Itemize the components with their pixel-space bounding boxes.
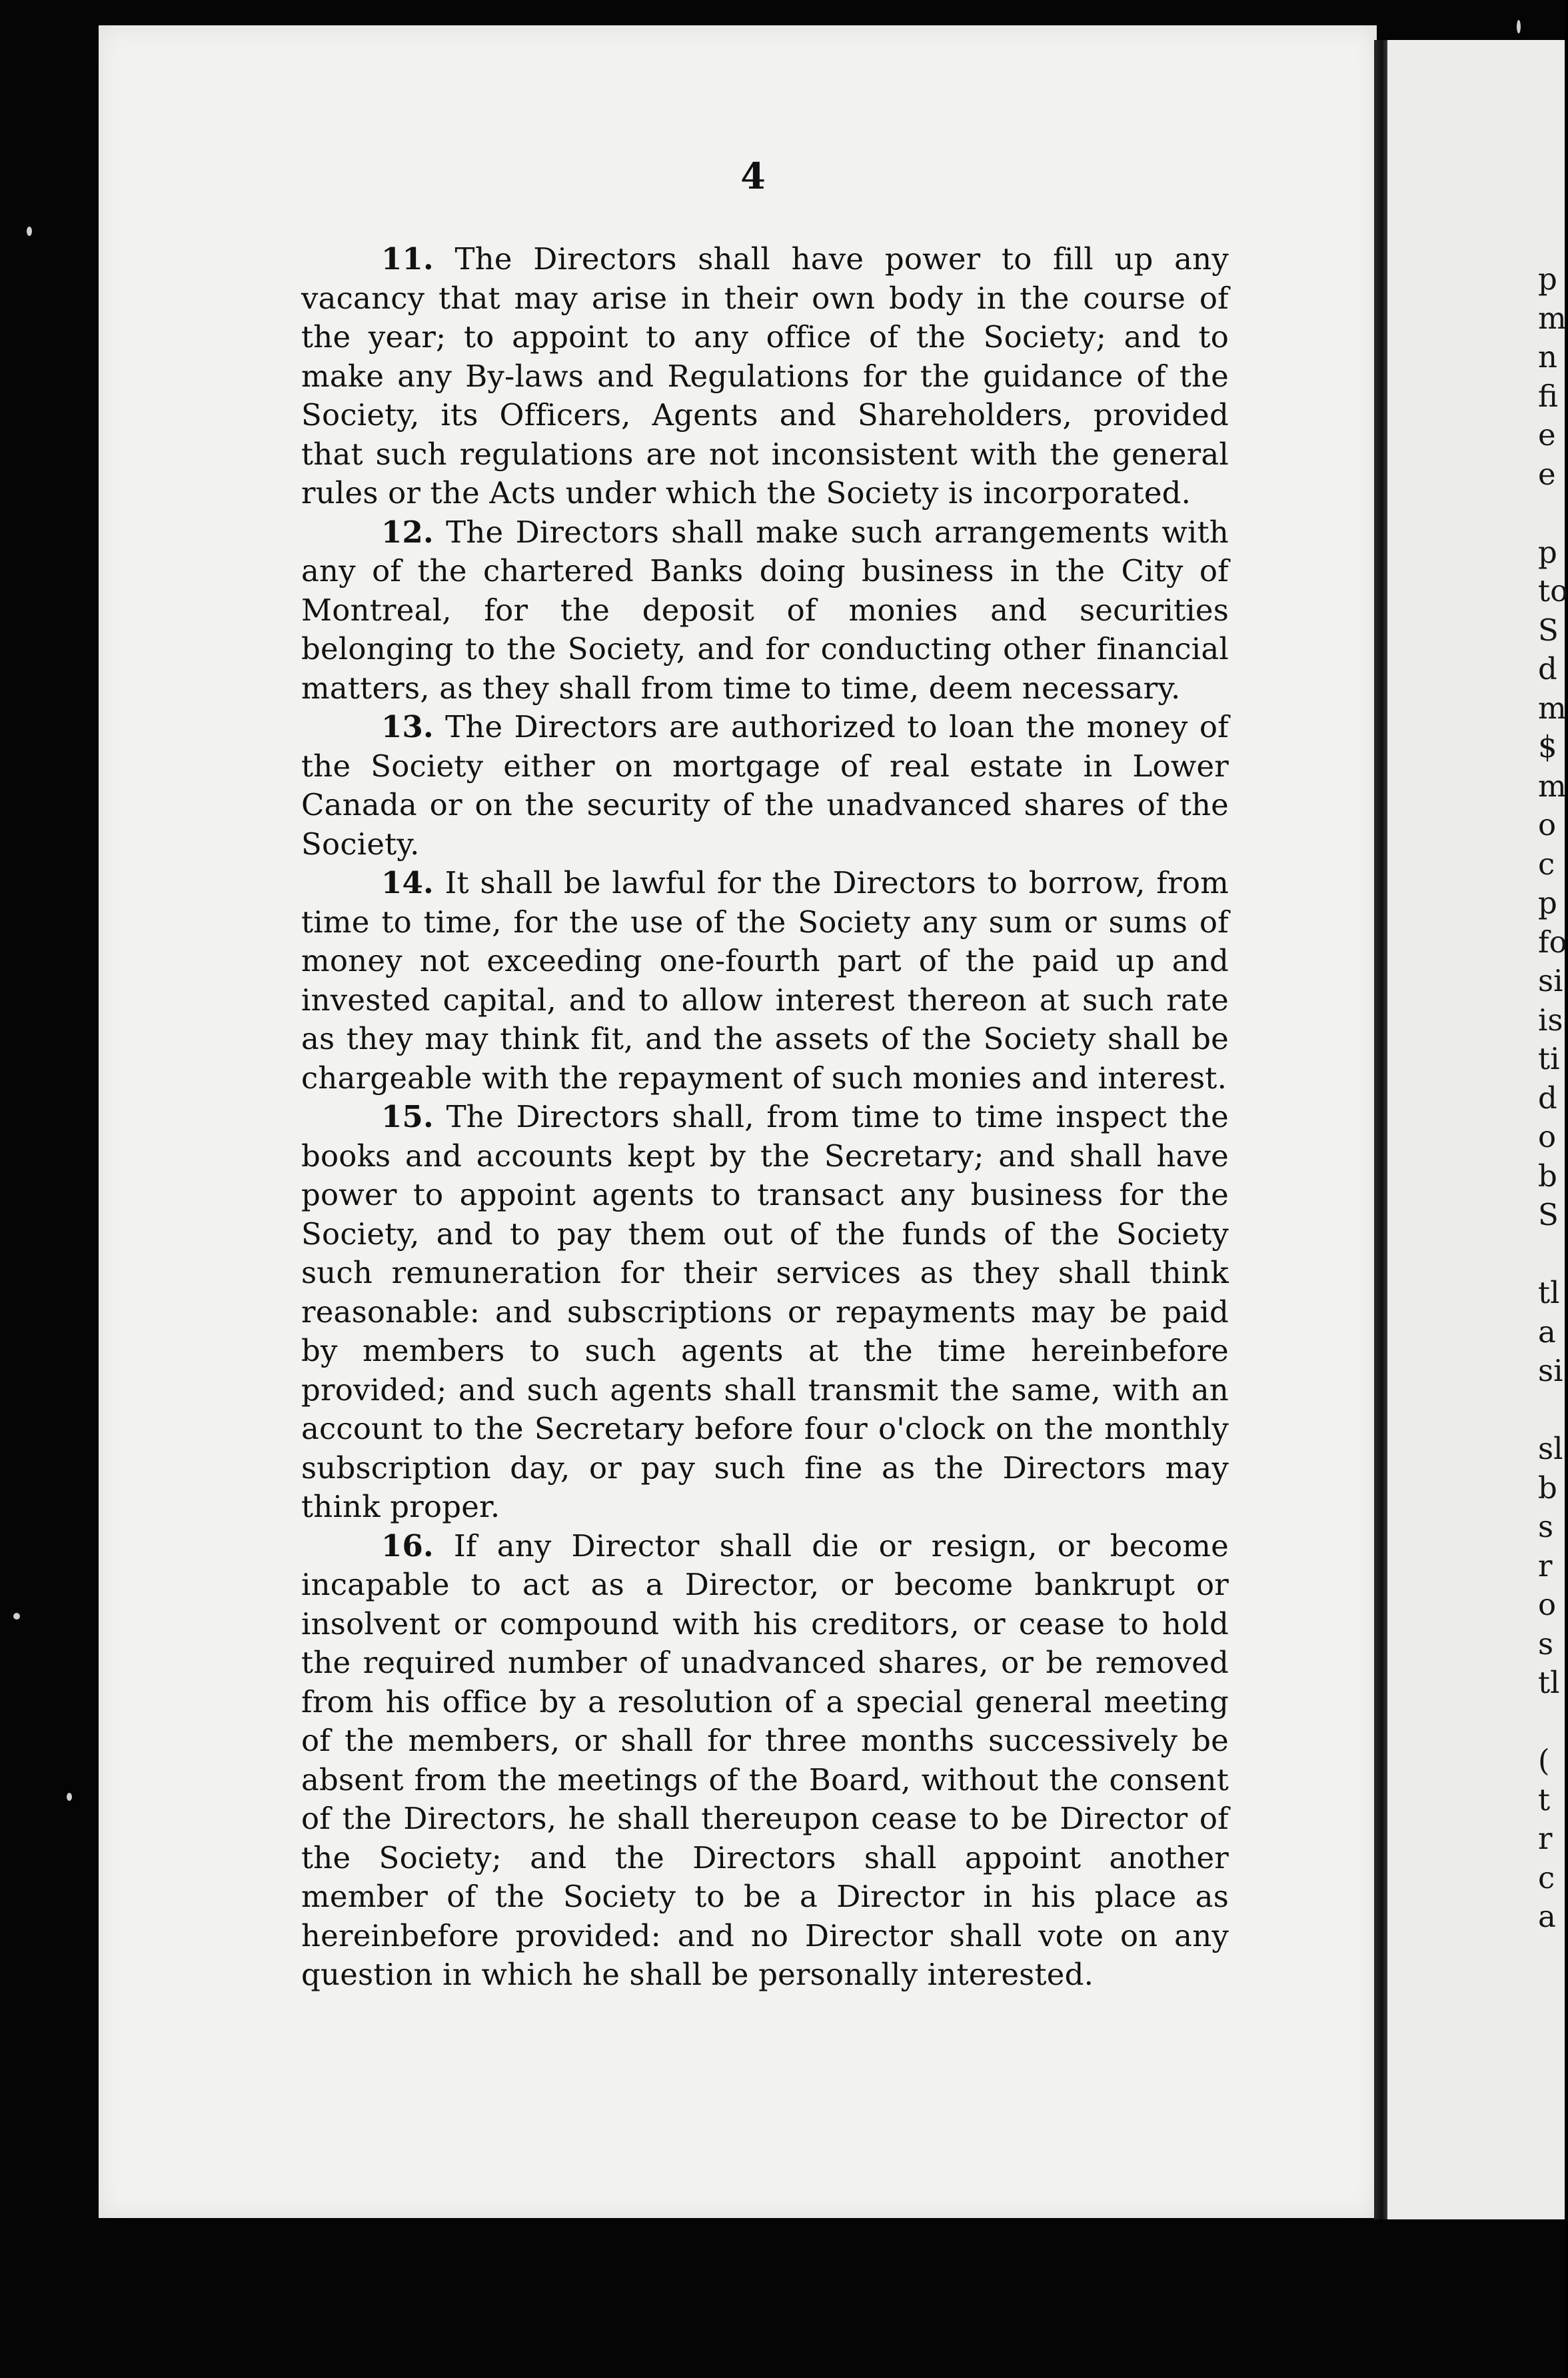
facing-fragment: ( <box>1538 1743 1550 1778</box>
facing-fragment: si <box>1538 963 1563 998</box>
facing-fragment: t <box>1538 1782 1551 1817</box>
facing-fragment: m <box>1538 690 1567 726</box>
facing-fragment: tl <box>1538 1275 1560 1310</box>
facing-fragment: p <box>1538 261 1557 297</box>
facing-fragment: s <box>1538 1509 1554 1544</box>
facing-fragment: $ <box>1538 729 1557 764</box>
facing-fragment: fi <box>1538 378 1559 414</box>
facing-fragment: d <box>1538 651 1557 686</box>
facing-fragment: a <box>1538 1899 1556 1934</box>
dust-speck <box>13 1613 20 1620</box>
facing-fragment: ti <box>1538 1041 1560 1076</box>
paragraph-number: 15. <box>381 1099 434 1134</box>
facing-fragment <box>1538 1391 1565 1430</box>
paragraph-14 <box>301 864 1229 1098</box>
facing-page-text-fragments <box>1538 260 1568 1937</box>
paragraph-number: 12. <box>381 514 434 550</box>
facing-fragment: si <box>1538 1353 1563 1388</box>
facing-fragment: is <box>1538 1002 1563 1038</box>
paragraph-number: 13. <box>381 709 434 744</box>
facing-fragment: d <box>1538 1080 1557 1116</box>
facing-fragment: s <box>1538 1626 1554 1662</box>
facing-fragment: S <box>1538 612 1559 648</box>
facing-fragment: S <box>1538 1197 1559 1232</box>
facing-fragment: r <box>1538 1548 1553 1584</box>
paragraph-number: 16. <box>381 1528 434 1564</box>
facing-fragment: to <box>1538 573 1568 608</box>
book-gutter <box>1374 40 1387 2219</box>
facing-fragment: e <box>1538 417 1556 453</box>
facing-fragment: sl <box>1538 1431 1563 1466</box>
facing-fragment: m <box>1538 300 1567 336</box>
paragraph-body: It shall be lawful for the Directors to borrow, from time to time, for the use of the Society any sum or sums of money not exceeding one-fourth part of the paid up and invested capital, and to allow interest thereon at such rate as they may think fit, and the assets of the Society shall be chargeable with the repayment of such monies and interest. <box>301 865 1229 1096</box>
facing-fragment: e <box>1538 456 1556 492</box>
facing-fragment: b <box>1538 1470 1557 1506</box>
facing-fragment: c <box>1538 846 1555 882</box>
facing-fragment <box>1538 1235 1565 1274</box>
dust-speck <box>27 227 32 236</box>
paragraph-13 <box>301 708 1229 864</box>
paragraph-body: The Directors shall have power to fill up any vacancy that may arise in their own body in the course of the year; to appoint to any office of the Society; and to make any By-laws and Regulations for the guidance of the Society, its Officers, Agents and Shareholders, provided that such regulations are not inconsistent with the general rules or the Acts under which the Society is incorporated. <box>301 241 1229 511</box>
facing-fragment: o <box>1538 1119 1557 1154</box>
page-number: 4 <box>740 155 766 197</box>
facing-fragment: c <box>1538 1859 1555 1895</box>
facing-fragment <box>1538 494 1565 533</box>
paragraph-body: The Directors shall make such arrangements with any of the chartered Banks doing business in the City of Montreal, for the deposit of monies and securities belonging to the Society, and for conducting other financial matters, as they shall from time to time, deem necessary. <box>301 514 1229 706</box>
facing-fragment: fo <box>1538 924 1567 960</box>
facing-fragment <box>1538 1703 1565 1742</box>
paragraph-11 <box>301 240 1229 513</box>
facing-fragment: p <box>1538 534 1557 570</box>
paragraph-15 <box>301 1098 1229 1527</box>
facing-fragment: o <box>1538 1587 1557 1622</box>
paragraph-12 <box>301 513 1229 708</box>
facing-fragment: b <box>1538 1158 1557 1194</box>
bylaws-text <box>301 240 1229 1995</box>
facing-fragment: n <box>1538 339 1557 375</box>
dust-speck <box>1517 20 1521 33</box>
paragraph-body: If any Director shall die or resign, or become incapable to act as a Director, or become bankrupt or insolvent or compound with his creditors, or cease to hold the required number of unadvanced shares, or be removed from his office by a resolution of a special general meeting of the members, or shall for three months successively be absent from the meetings of the Board, without the consent of the Directors, he shall thereupon cease to be Director of the Society; and the Directors shall appoint another member of the Society to be a Director in his place as hereinbefore provided: and no Director shall vote on any question in which he shall be personally interested. <box>301 1528 1229 1992</box>
facing-fragment: a <box>1538 1314 1556 1350</box>
facing-fragment: m <box>1538 768 1567 804</box>
paragraph-number: 14. <box>381 865 434 900</box>
facing-fragment: o <box>1538 807 1557 842</box>
facing-fragment: tl <box>1538 1665 1560 1700</box>
paragraph-body: The Directors shall, from time to time inspect the books and accounts kept by the Secretary; and shall have power to appoint agents to transact any business for the Society, and to pay them out of the funds of the Society such remuneration for their services as they shall think reasonable: and subscriptions or repayments may be paid by members to such agents at the time hereinbefore provided; and such agents shall transmit the same, with an account to the Secretary before four o'clock on the monthly subscription day, or pay such fine as the Directors may think proper. <box>301 1099 1229 1524</box>
facing-fragment: p <box>1538 885 1557 920</box>
dust-speck <box>67 1793 72 1801</box>
paragraph-number: 11. <box>381 241 434 277</box>
paragraph-body: The Directors are authorized to loan the money of the Society either on mortgage of real estate in Lower Canada or on the security of the unadvanced shares of the Society. <box>301 709 1229 862</box>
facing-fragment: r <box>1538 1821 1553 1856</box>
paragraph-16 <box>301 1527 1229 1995</box>
